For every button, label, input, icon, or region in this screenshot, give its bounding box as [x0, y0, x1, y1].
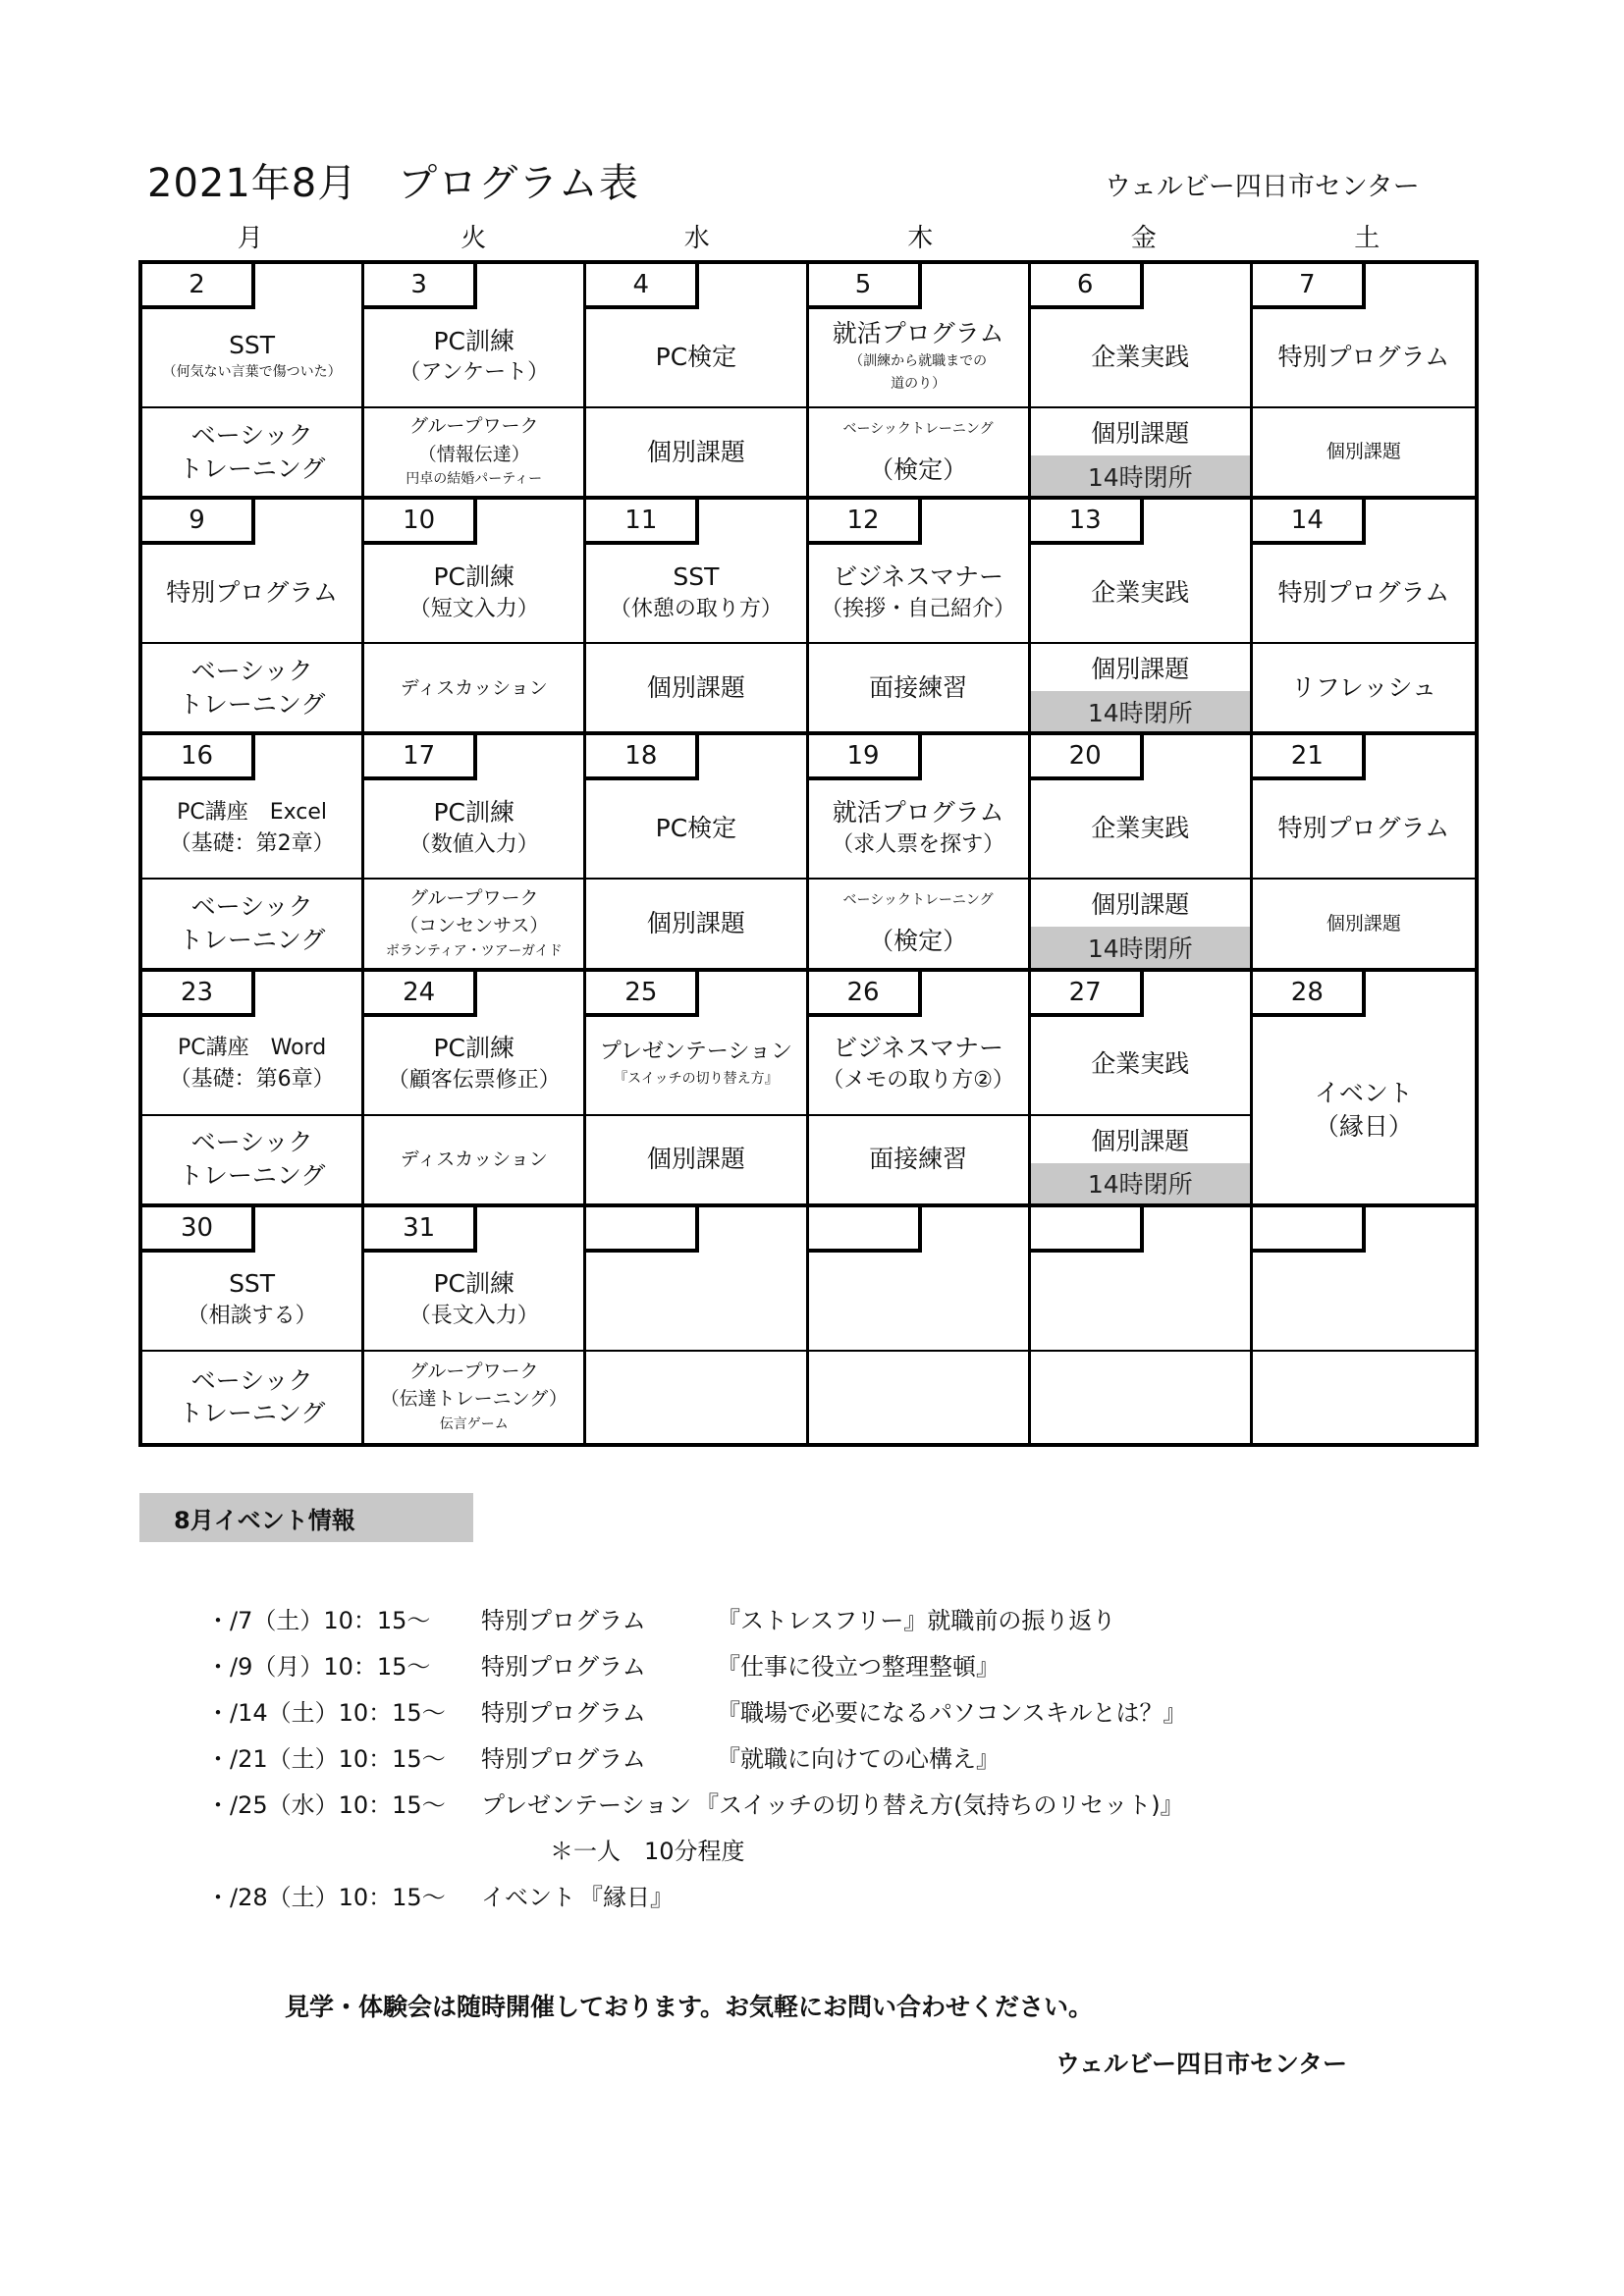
- program-line: 就活プログラム: [832, 798, 1004, 828]
- day-number: 28: [1253, 972, 1366, 1017]
- calendar-day-cell: [1031, 972, 1253, 1207]
- program-line: （基礎：第2章）: [169, 830, 335, 856]
- program-line: ボランティア・ツアーガイド: [385, 942, 563, 959]
- individual-task: 個別課題: [1091, 890, 1190, 920]
- calendar-day-cell: [1031, 500, 1253, 735]
- program-line: トレーニング: [178, 1399, 326, 1428]
- sub-program: [586, 642, 805, 731]
- sub-program-split: [1031, 406, 1250, 496]
- program-line: PC講座 Excel: [177, 800, 328, 825]
- event-note: ＊一人 10分程度: [550, 1838, 745, 1865]
- program-line: （何気ない言葉で傷ついた）: [162, 364, 342, 381]
- early-closing-badge: 14時閉所: [1031, 455, 1250, 496]
- calendar-day-cell: [364, 1207, 586, 1443]
- program-line: （顧客伝票修正）: [387, 1068, 561, 1094]
- day-number: 16: [142, 735, 255, 780]
- calendar-day-cell: [1031, 264, 1253, 500]
- program-line: 円卓の結婚パーティー: [406, 471, 543, 488]
- sub-program: [142, 878, 361, 967]
- main-program: [364, 780, 583, 876]
- calendar-day-cell: [1253, 264, 1475, 500]
- sub-program: [364, 878, 583, 967]
- sub-program: [364, 1350, 583, 1443]
- program-line: 特別プログラム: [1277, 342, 1450, 371]
- main-program: [364, 1017, 583, 1112]
- program-line: プレゼンテーション: [599, 1040, 793, 1065]
- event-item: [206, 1780, 1434, 1826]
- program-line: 面接練習: [869, 1145, 968, 1174]
- program-line: SST: [229, 330, 276, 359]
- event-when: ・/28（土）10：15～: [206, 1884, 446, 1911]
- day-number: 2: [142, 264, 255, 309]
- program-line: ビジネスマナー: [833, 561, 1003, 591]
- program-line: PC検定: [655, 814, 737, 843]
- day-number: 30: [142, 1207, 255, 1253]
- sub-program: [586, 878, 805, 967]
- calendar-day-cell: [364, 264, 586, 500]
- calendar-day-cell: [809, 735, 1031, 971]
- program-line: ベーシックトレーニング: [842, 420, 994, 437]
- program-line: （基礎：第6章）: [169, 1067, 335, 1093]
- day-number: 25: [586, 972, 699, 1017]
- program-line: PC講座 Word: [177, 1036, 327, 1061]
- main-program: [809, 309, 1028, 404]
- program-line: ディスカッション: [400, 1148, 548, 1170]
- calendar-day-cell: [586, 500, 808, 735]
- calendar-day-cell: [142, 735, 364, 971]
- calendar-day-cell: [1031, 735, 1253, 971]
- main-program: [142, 1253, 361, 1348]
- sub-program: [364, 642, 583, 731]
- main-program: [809, 780, 1028, 876]
- program-line: PC訓練: [433, 1034, 515, 1063]
- main-program: [364, 545, 583, 640]
- events-list: [206, 1595, 1434, 1918]
- weekday-label: 月: [237, 224, 263, 253]
- calendar-day-cell: [142, 972, 364, 1207]
- program-line: （挨拶・自己紹介）: [821, 596, 1016, 621]
- program-line: ベーシック: [190, 657, 313, 686]
- program-line: ベーシック: [190, 1128, 313, 1157]
- program-calendar: [138, 260, 1479, 1447]
- program-line: トレーニング: [178, 689, 326, 719]
- calendar-day-cell: [364, 735, 586, 971]
- sub-program: [1253, 878, 1475, 967]
- calendar-day-cell: [142, 264, 364, 500]
- event-detail: 『就職に向けての心構え』: [717, 1745, 1000, 1773]
- day-number: [809, 1207, 922, 1253]
- event-program: 特別プログラム: [481, 1653, 646, 1681]
- program-line: 企業実践: [1091, 1049, 1190, 1079]
- program-line: （コンセンサス）: [400, 915, 549, 937]
- sub-program: [809, 642, 1028, 731]
- calendar-day-cell: [142, 500, 364, 735]
- calendar-day-cell: [1253, 1207, 1475, 1443]
- empty-divider: [1253, 1350, 1475, 1443]
- calendar-day-cell: [809, 972, 1031, 1207]
- program-line: 企業実践: [1091, 342, 1190, 371]
- early-closing-badge: 14時閉所: [1031, 927, 1250, 967]
- program-line: （メモの取り方②）: [822, 1068, 1014, 1094]
- program-line: ベーシック: [190, 420, 313, 450]
- event-when: ・/7（土）10：15～: [206, 1607, 431, 1634]
- event-detail: 『ストレスフリー』就職前の振り返り: [717, 1607, 1116, 1634]
- program-line: 特別プログラム: [166, 577, 338, 607]
- calendar-day-cell: [1253, 735, 1475, 971]
- program-line: （情報伝達）: [417, 443, 530, 465]
- sub-program-split: [1031, 642, 1250, 731]
- main-program: [809, 1017, 1028, 1112]
- program-line: 面接練習: [869, 672, 968, 702]
- event-when: ・/9（月）10：15～: [206, 1653, 431, 1681]
- program-line: トレーニング: [178, 1161, 326, 1191]
- main-program: [586, 780, 805, 876]
- sub-program: [1253, 406, 1475, 496]
- program-line: PC訓練: [433, 798, 515, 828]
- event-program: イベント: [481, 1884, 575, 1911]
- event-program: 特別プログラム: [481, 1745, 646, 1773]
- day-number: 5: [809, 264, 922, 309]
- main-program: [1031, 1017, 1250, 1112]
- calendar-day-cell: [586, 264, 808, 500]
- day-number: 12: [809, 500, 922, 545]
- event-detail: 『縁日』: [579, 1884, 674, 1911]
- program-line: （縁日）: [1314, 1111, 1413, 1141]
- program-line: トレーニング: [178, 925, 326, 954]
- day-number: [1253, 1207, 1366, 1253]
- program-line: ベーシック: [190, 1365, 313, 1395]
- calendar-day-cell: [586, 735, 808, 971]
- event-detail: 『スイッチの切り替え方(気持ちのリセット)』: [695, 1791, 1184, 1819]
- empty-divider: [809, 1350, 1028, 1443]
- calendar-day-cell: [364, 500, 586, 735]
- program-line: 個別課題: [646, 909, 745, 938]
- weekday-label: 土: [1354, 224, 1380, 253]
- event-item: [206, 1641, 1434, 1687]
- calendar-day-cell: [364, 972, 586, 1207]
- main-program: [1031, 545, 1250, 640]
- early-closing-badge: 14時閉所: [1031, 1163, 1250, 1203]
- weekday-header: [138, 218, 1479, 257]
- calendar-day-cell: [809, 500, 1031, 735]
- day-number: 17: [364, 735, 477, 780]
- event-program: 特別プログラム: [481, 1699, 646, 1727]
- event-when: ・/14（土）10：15～: [206, 1699, 446, 1727]
- calendar-day-cell: [809, 264, 1031, 500]
- calendar-day-cell: [142, 1207, 364, 1443]
- main-program: [142, 545, 361, 640]
- sub-program: [809, 1114, 1028, 1203]
- main-program: [1253, 309, 1475, 404]
- program-line: ビジネスマナー: [833, 1034, 1003, 1063]
- program-line: ディスカッション: [400, 676, 548, 699]
- program-line: リフレッシュ: [1290, 672, 1437, 702]
- sub-program: [809, 406, 1028, 496]
- program-line: （伝達トレーニング）: [380, 1388, 568, 1411]
- empty-divider: [586, 1350, 805, 1443]
- day-number: [1031, 1207, 1144, 1253]
- event-program: プレゼンテーション: [481, 1791, 692, 1819]
- weekday-label: 木: [907, 224, 934, 253]
- event-detail: 『職場で必要になるパソコンスキルとは？』: [717, 1699, 1187, 1727]
- weekday-label: 金: [1130, 224, 1157, 253]
- program-line: 『スイッチの切り替え方』: [614, 1071, 779, 1088]
- sub-program: [142, 1114, 361, 1203]
- program-line: トレーニング: [178, 454, 326, 483]
- program-line: （アンケート）: [399, 360, 550, 386]
- individual-task: 個別課題: [1091, 655, 1190, 684]
- day-number: 11: [586, 500, 699, 545]
- sub-program: [142, 406, 361, 496]
- day-number: 18: [586, 735, 699, 780]
- day-number: 4: [586, 264, 699, 309]
- main-program: [142, 780, 361, 876]
- program-line: 企業実践: [1091, 577, 1190, 607]
- program-line: イベント: [1314, 1078, 1413, 1107]
- program-line: （求人票を探す）: [832, 831, 1005, 857]
- event-when: ・/25（水）10：15～: [206, 1791, 446, 1819]
- sub-program: [364, 1114, 583, 1203]
- closing-message: 見学・体験会は随時開催しております。お気軽にお問い合わせください。: [285, 1993, 1094, 2021]
- day-number: 21: [1253, 735, 1366, 780]
- program-line: 就活プログラム: [832, 318, 1004, 347]
- main-program: [586, 309, 805, 404]
- program-line: 個別課題: [646, 672, 745, 702]
- program-line: PC検定: [655, 342, 737, 371]
- main-program: [586, 1017, 805, 1112]
- program-line: （訓練から就職までの: [849, 352, 988, 369]
- main-program: [1031, 309, 1250, 404]
- program-line: （数値入力）: [408, 831, 539, 857]
- center-name: ウェルビー四日市センター: [1105, 172, 1420, 202]
- calendar-day-cell: [809, 1207, 1031, 1443]
- program-line: （相談する）: [187, 1304, 317, 1329]
- weekday-label: 火: [460, 224, 487, 253]
- program-line: PC訓練: [433, 561, 515, 591]
- event-when: ・/21（土）10：15～: [206, 1745, 446, 1773]
- program-line: （検定）: [869, 927, 968, 956]
- main-program: [1253, 780, 1475, 876]
- program-line: グループワーク: [409, 1360, 539, 1382]
- main-program: [142, 309, 361, 404]
- early-closing-badge: 14時閉所: [1031, 691, 1250, 731]
- program-line: （検定）: [869, 454, 968, 484]
- program-line: （休憩の取り方）: [609, 596, 783, 621]
- footer-center-name: ウェルビー四日市センター: [1056, 2050, 1348, 2078]
- day-number: 10: [364, 500, 477, 545]
- program-line: ベーシック: [190, 892, 313, 922]
- main-program: [364, 309, 583, 404]
- day-number: 19: [809, 735, 922, 780]
- day-number: 6: [1031, 264, 1144, 309]
- program-line: 伝言ゲーム: [439, 1415, 509, 1432]
- program-line: PC訓練: [433, 1269, 515, 1299]
- main-program: [586, 545, 805, 640]
- empty-divider: [1031, 1350, 1250, 1443]
- event-program: [1253, 1017, 1475, 1203]
- program-line: （長文入力）: [408, 1304, 539, 1329]
- calendar-day-cell: [586, 1207, 808, 1443]
- day-number: 7: [1253, 264, 1366, 309]
- main-program: [364, 1253, 583, 1348]
- program-line: 特別プログラム: [1277, 814, 1450, 843]
- program-line: グループワーク: [409, 415, 539, 438]
- day-number: 20: [1031, 735, 1144, 780]
- events-section-title: 8月イベント情報: [139, 1493, 473, 1542]
- day-number: 31: [364, 1207, 477, 1253]
- calendar-day-cell: [1253, 500, 1475, 735]
- main-program: [142, 1017, 361, 1112]
- sub-program: [809, 878, 1028, 967]
- sub-program: [586, 406, 805, 496]
- page-title: 2021年8月 プログラム表: [147, 161, 639, 206]
- program-line: 道のり）: [891, 376, 947, 393]
- day-number: 14: [1253, 500, 1366, 545]
- sub-program: [142, 1350, 361, 1443]
- day-number: 3: [364, 264, 477, 309]
- day-number: 13: [1031, 500, 1144, 545]
- event-item: [206, 1687, 1434, 1734]
- program-line: 特別プログラム: [1277, 577, 1450, 607]
- day-number: 9: [142, 500, 255, 545]
- program-line: 個別課題: [1326, 912, 1401, 934]
- calendar-day-cell: [1253, 972, 1475, 1207]
- program-line: 個別課題: [646, 437, 745, 466]
- sub-program: [142, 642, 361, 731]
- program-line: 個別課題: [646, 1145, 745, 1174]
- program-line: ベーシックトレーニング: [842, 892, 994, 909]
- sub-program-split: [1031, 1114, 1250, 1203]
- individual-task: 個別課題: [1091, 1126, 1190, 1155]
- event-program: 特別プログラム: [481, 1607, 646, 1634]
- calendar-day-cell: [1031, 1207, 1253, 1443]
- sub-program: [586, 1114, 805, 1203]
- program-line: PC訓練: [433, 326, 515, 355]
- program-line: SST: [673, 561, 720, 591]
- program-line: 個別課題: [1326, 441, 1401, 463]
- sub-program-split: [1031, 878, 1250, 967]
- main-program: [1031, 780, 1250, 876]
- event-item: [206, 1872, 1434, 1918]
- day-number: 26: [809, 972, 922, 1017]
- main-program: [1253, 545, 1475, 640]
- sub-program: [1253, 642, 1475, 731]
- weekday-label: 水: [683, 224, 710, 253]
- event-item: [206, 1595, 1434, 1641]
- program-line: グループワーク: [409, 886, 539, 909]
- day-number: 27: [1031, 972, 1144, 1017]
- program-line: 企業実践: [1091, 814, 1190, 843]
- calendar-day-cell: [586, 972, 808, 1207]
- individual-task: 個別課題: [1091, 419, 1190, 448]
- event-detail: 『仕事に役立つ整理整頓』: [717, 1653, 1000, 1681]
- program-line: SST: [229, 1269, 276, 1299]
- sub-program: [364, 406, 583, 496]
- day-number: 24: [364, 972, 477, 1017]
- program-line: （短文入力）: [408, 596, 539, 621]
- main-program: [809, 545, 1028, 640]
- event-item: [206, 1734, 1434, 1780]
- day-number: [586, 1207, 699, 1253]
- day-number: 23: [142, 972, 255, 1017]
